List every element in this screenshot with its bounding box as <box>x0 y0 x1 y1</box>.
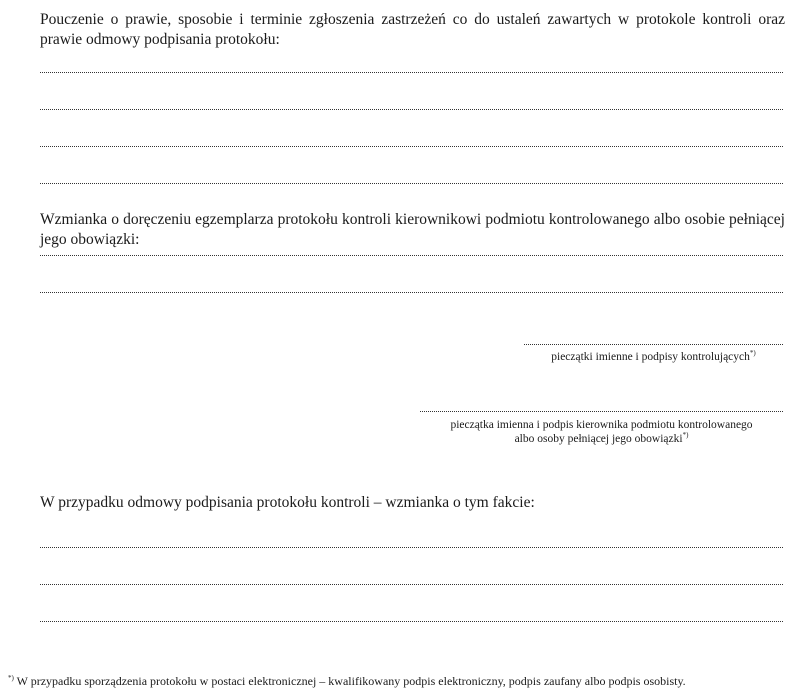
instruction-fill-line-4 <box>40 183 783 184</box>
head-caption-line-2-text: albo osoby pełniącej jego obowiązki <box>514 433 683 445</box>
instruction-fill-line-2 <box>40 109 783 110</box>
inspectors-caption-text: pieczątki imienne i podpisy kontrolujących <box>551 351 750 363</box>
head-caption-line-2 <box>420 432 783 446</box>
delivery-fill-line-1 <box>40 255 783 256</box>
head-footnote-marker: *) <box>682 431 689 440</box>
refusal-fill-line-1 <box>40 547 783 548</box>
head-caption-line-1: pieczątka imienna i podpis kierownika podmiotu kontrolowanego <box>450 419 753 431</box>
instruction-fill-line-3 <box>40 146 783 147</box>
footnote-marker: *) <box>8 674 14 682</box>
inspectors-signature-caption <box>524 350 783 364</box>
instruction-fill-line-1 <box>40 72 783 73</box>
refusal-paragraph: W przypadku odmowy podpisania protokołu kontroli – wzmianka o tym fakcie: <box>40 494 535 511</box>
head-signature-line <box>420 411 783 412</box>
delivery-fill-line-2 <box>40 292 783 293</box>
refusal-fill-line-2 <box>40 584 783 585</box>
instruction-paragraph: Pouczenie o prawie, sposobie i terminie zgłoszenia zastrzeżeń co do ustaleń zawartych w protokole kontroli oraz prawie odmowy podpisania protokołu: <box>40 11 785 48</box>
footnote-text: W przypadku sporządzenia protokołu w postaci elektronicznej – kwalifikowany podpis elektroniczny, podpis zaufany albo podpis osobisty. <box>13 674 686 688</box>
refusal-fill-line-3 <box>40 621 783 622</box>
inspectors-signature-line <box>524 344 783 345</box>
delivery-paragraph: Wzmianka o doręczeniu egzemplarza protokołu kontroli kierownikowi podmiotu kontrolowanego albo osobie pełniącej jego obowiązki: <box>40 211 785 248</box>
inspectors-footnote-marker: *) <box>749 349 756 358</box>
head-signature-caption <box>420 418 783 446</box>
footnote <box>8 674 686 689</box>
